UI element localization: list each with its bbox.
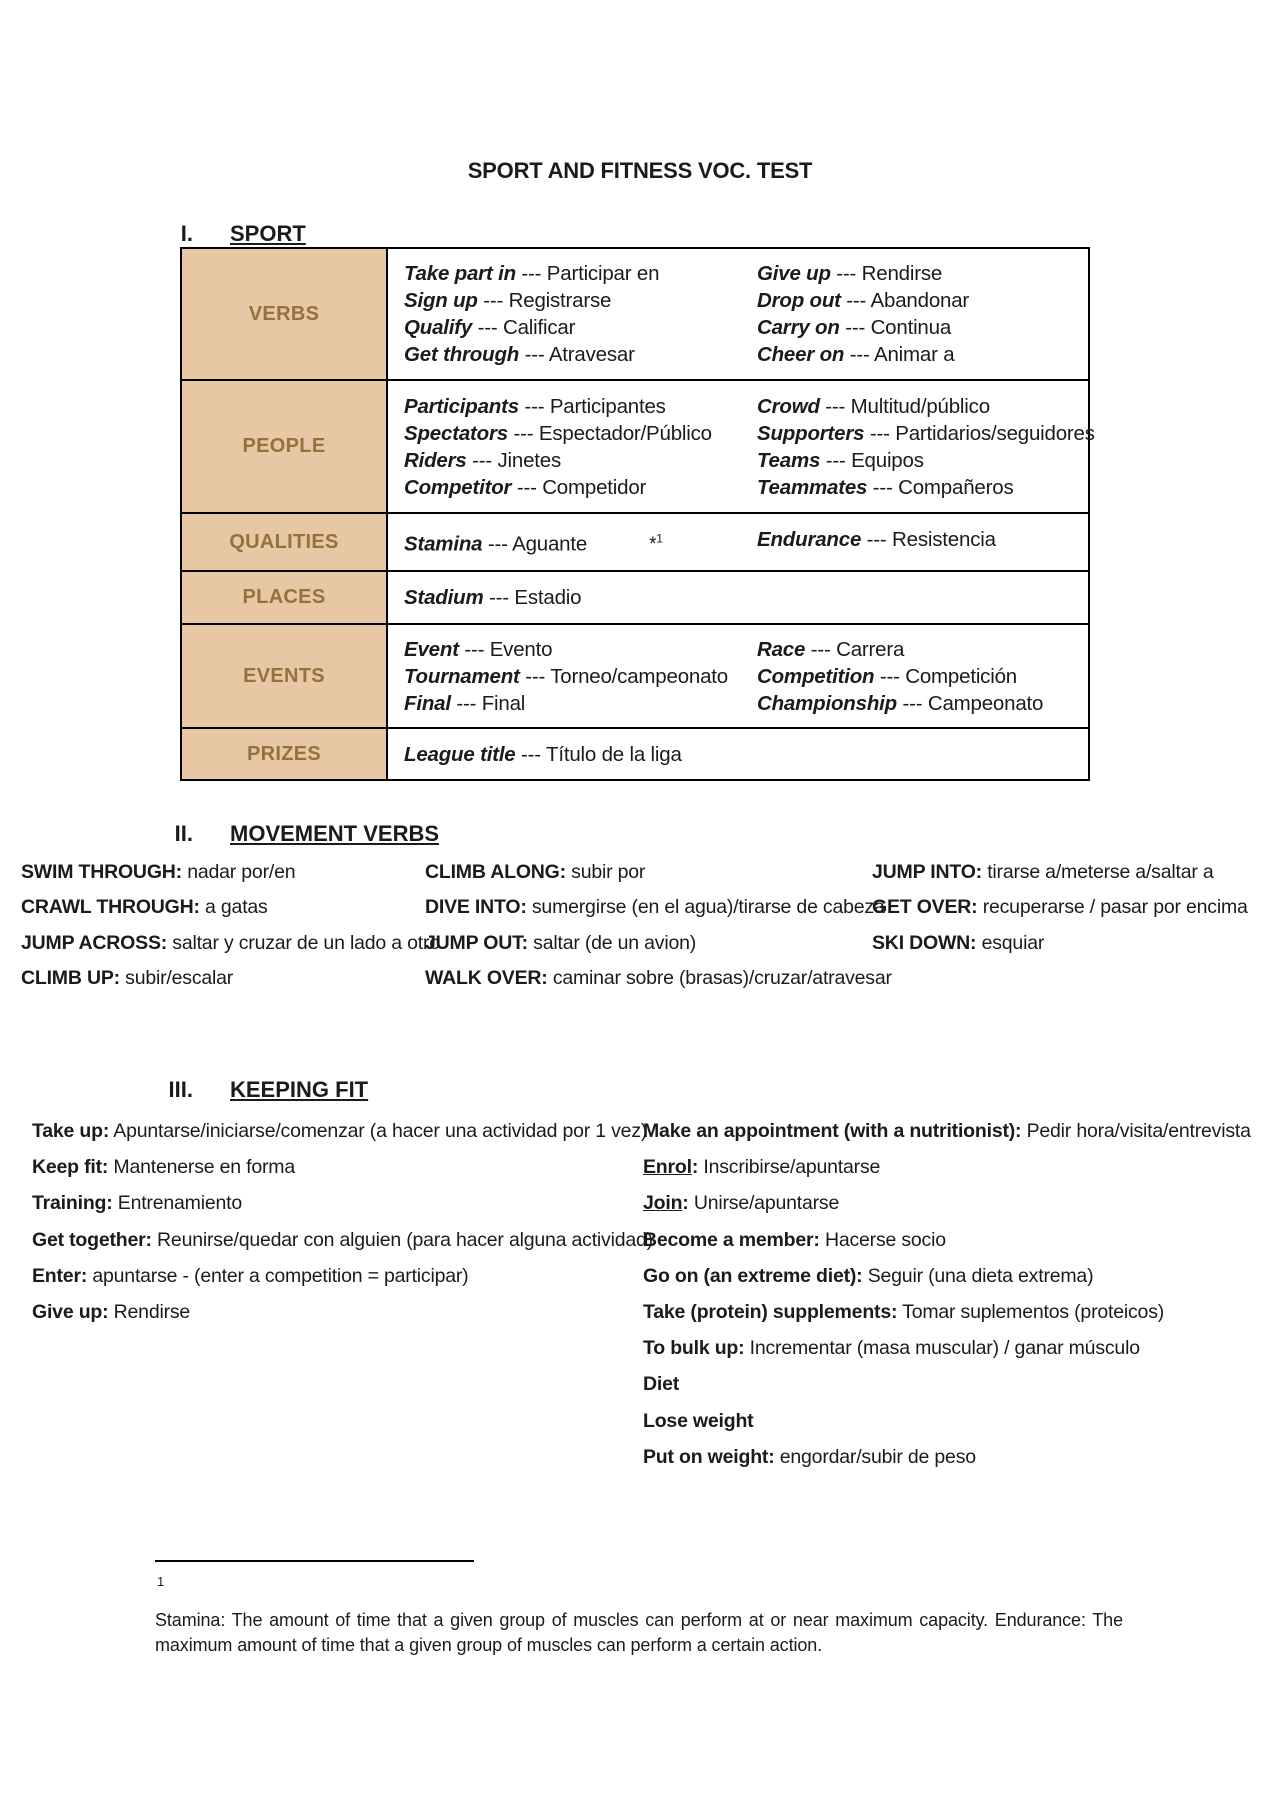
vocab-entry <box>757 420 1095 447</box>
section-number: I. <box>180 221 193 246</box>
movement-verb-item-definition: subir por <box>571 861 646 883</box>
vocab-entry <box>757 690 1084 717</box>
pair-column-right <box>757 584 1084 611</box>
keeping-fit-item-term: Diet <box>643 1373 680 1396</box>
vocab-entry <box>757 393 1095 420</box>
keeping-fit-item-definition: Unirse/apuntarse <box>693 1192 840 1215</box>
movement-verb-item <box>872 932 1248 967</box>
keeping-fit-item <box>32 1265 653 1301</box>
vocab-entry <box>757 260 1084 287</box>
vocab-entry-term: Spectators <box>404 421 508 445</box>
keeping-fit-item-term: Take up: <box>32 1120 110 1142</box>
vocab-entry <box>757 663 1084 690</box>
keeping-fit-item <box>643 1373 1251 1409</box>
vocab-entry-definition: --- Aguante <box>487 532 588 556</box>
vocab-entry <box>404 474 757 501</box>
vocab-entry-term: Championship <box>757 691 897 715</box>
movement-verb-item <box>425 932 892 967</box>
vocab-entry-term: Tournament <box>404 664 520 688</box>
vocab-entry-definition: --- Rendirse <box>836 262 943 285</box>
table-row-people <box>181 380 1089 513</box>
keeping-fit-item <box>32 1192 653 1228</box>
movement-verb-item-definition: caminar sobre (brasas)/cruzar/atravesar <box>552 966 892 989</box>
keeping-fit-item-term: Lose weight <box>643 1409 754 1432</box>
vocab-entry-term: Sign up <box>404 289 478 312</box>
vocab-entry-term: Participants <box>404 394 519 418</box>
category-label: PLACES <box>181 571 387 624</box>
section-heading-movement-verbs <box>130 821 439 847</box>
vocab-entry-term: Competition <box>757 664 875 688</box>
keeping-fit-item <box>32 1229 653 1265</box>
keeping-fit-item <box>643 1120 1251 1156</box>
movement-verb-item <box>425 861 892 896</box>
keeping-fit-item-definition: Entrenamiento <box>117 1192 242 1215</box>
vocab-entry-definition: --- Competición <box>879 664 1017 688</box>
vocab-entry-term: Race <box>757 637 806 661</box>
keeping-fit-item-term: Go on (an extreme diet): <box>643 1264 863 1287</box>
keeping-fit-item-definition: Pedir hora/visita/entrevista <box>1026 1120 1251 1142</box>
vocab-entry-definition: --- Estadio <box>488 586 582 609</box>
movement-verb-item-definition: tirarse a/meterse a/saltar a <box>987 861 1214 883</box>
movement-verb-item-term: SKI DOWN: <box>872 931 977 954</box>
category-label: VERBS <box>181 248 387 380</box>
keeping-fit-item <box>32 1156 653 1192</box>
vocab-entry-definition: --- Participar en <box>521 262 660 285</box>
vocab-entry-definition: --- Participantes <box>524 394 666 418</box>
vocab-entry-definition: --- Continua <box>845 316 952 339</box>
keeping-fit-item <box>643 1229 1251 1265</box>
vocab-entry-term: Qualify <box>404 316 473 339</box>
movement-verb-item-term: JUMP INTO: <box>872 861 982 883</box>
footnote-marker: 1 <box>157 1574 165 1589</box>
movement-verb-item-definition: esquiar <box>981 931 1045 954</box>
vocab-entry-term: Give up <box>757 262 831 285</box>
pair-column-left <box>404 636 757 717</box>
vocab-entry <box>404 741 757 768</box>
pair-column-right <box>757 393 1095 501</box>
vocab-entry-term: Stamina <box>404 532 483 556</box>
movement-verb-item-term: CLIMB UP: <box>21 966 120 989</box>
footnote-text: Stamina: The amount of time that a given group of muscles can perform at or near maximum capacity. Endurance: The maximum amount of time that a given group of muscles can perform a certain action. <box>155 1610 1123 1655</box>
section-heading-keeping-fit <box>130 1077 368 1103</box>
keeping-fit-item-term: Give up: <box>32 1300 109 1323</box>
keeping-fit-item <box>643 1156 1251 1192</box>
movement-verb-item-term: WALK OVER: <box>425 966 548 989</box>
vocab-entry <box>404 663 757 690</box>
keeping-fit-item <box>32 1120 653 1156</box>
movement-verb-item <box>21 861 440 896</box>
vocab-entry-definition: --- Equipos <box>825 448 924 472</box>
vocab-entry-definition: --- Jinetes <box>472 448 562 472</box>
section-title: MOVEMENT VERBS <box>230 821 440 846</box>
keeping-fit-item-term: Keep fit: <box>32 1156 109 1179</box>
keeping-fit-item-term: To bulk up: <box>643 1337 745 1360</box>
pair-columns <box>404 584 1084 611</box>
keeping-fit-item <box>643 1192 1251 1228</box>
pair-column-left <box>404 584 757 611</box>
keeping-fit-item-term: Become a member: <box>643 1228 820 1251</box>
keeping-fit-item-term: Enrol <box>643 1156 692 1179</box>
vocab-entry <box>404 260 757 287</box>
vocab-entry-term: Supporters <box>757 421 865 445</box>
category-content <box>387 728 1089 780</box>
vocab-entry-definition: --- Espectador/Público <box>513 421 712 445</box>
movement-verb-item-term: JUMP ACROSS: <box>21 931 168 954</box>
pair-column-left <box>404 741 757 768</box>
keeping-fit-item-definition: Inscribirse/apuntarse <box>703 1156 881 1179</box>
vocab-entry <box>404 341 757 368</box>
vocab-entry <box>404 690 757 717</box>
vocab-entry-definition: --- Carrera <box>810 637 905 661</box>
vocab-entry-term: Teams <box>757 448 821 472</box>
vocab-entry-term: Event <box>404 637 459 661</box>
vocab-entry-definition: --- Multitud/público <box>825 394 990 418</box>
vocab-entry-term: Cheer on <box>757 343 845 366</box>
pair-columns <box>404 526 1084 558</box>
vocab-entry-term: Get through <box>404 343 520 366</box>
vocab-entry <box>404 287 757 314</box>
movement-verb-item-definition: a gatas <box>205 896 268 919</box>
keeping-fit-item-term: Put on weight: <box>643 1445 775 1468</box>
vocab-entry-definition: --- Calificar <box>477 316 576 339</box>
movement-verb-item-definition: saltar (de un avion) <box>533 931 697 954</box>
category-content <box>387 380 1095 513</box>
vocab-entry-term: Stadium <box>404 586 484 609</box>
table-row-verbs <box>181 248 1089 380</box>
pair-column-right <box>757 260 1084 368</box>
movement-verb-item-term: GET OVER: <box>872 896 978 919</box>
keeping-fit-item-definition: Tomar suplementos (proteicos) <box>902 1300 1165 1323</box>
keeping-fit-item-punct: : <box>682 1192 689 1215</box>
keeping-fit-item-term: Get together: <box>32 1228 152 1251</box>
keeping-fit-item-term: Training: <box>32 1192 113 1215</box>
keeping-fit-item-term: Take (protein) supplements: <box>643 1300 898 1323</box>
movement-verb-item-term: JUMP OUT: <box>425 931 528 954</box>
page-title: SPORT AND FITNESS VOC. TEST <box>467 158 813 183</box>
vocab-entry-definition: --- Título de la liga <box>521 742 682 766</box>
movement-verb-item <box>21 967 440 1002</box>
category-label: PEOPLE <box>181 380 387 513</box>
category-label: EVENTS <box>181 624 387 728</box>
vocab-entry <box>757 287 1084 314</box>
vocab-entry-term: Final <box>404 691 451 715</box>
movement-verb-item <box>21 896 440 931</box>
vocab-entry <box>757 636 1084 663</box>
vocab-entry <box>757 526 1084 553</box>
category-content <box>387 624 1089 728</box>
vocab-entry-definition: --- Abandonar <box>846 289 970 312</box>
keeping-fit-item <box>643 1265 1251 1301</box>
movement-verbs-column-3 <box>872 861 1248 967</box>
vocab-entry-definition: --- Competidor <box>516 475 647 499</box>
movement-verbs-column-2 <box>425 861 892 1002</box>
pair-column-left <box>404 526 757 558</box>
vocab-entry-definition: --- Torneo/campeonato <box>525 664 728 688</box>
movement-verbs-column-1 <box>21 861 440 1002</box>
table-row-places <box>181 571 1089 624</box>
movement-verb-item-term: SWIM THROUGH: <box>21 861 182 883</box>
movement-verb-item-term: CLIMB ALONG: <box>425 861 566 883</box>
vocab-entry-term: Riders <box>404 448 467 472</box>
vocab-entry-definition: --- Compañeros <box>872 475 1014 499</box>
vocab-entry <box>404 584 757 611</box>
sport-table-body <box>181 248 1095 780</box>
vocab-entry-definition: --- Atravesar <box>524 343 635 366</box>
pair-columns <box>404 393 1095 501</box>
pair-column-left <box>404 393 757 501</box>
vocab-entry-term: Drop out <box>757 289 841 312</box>
vocab-entry <box>757 447 1095 474</box>
keeping-fit-item-definition: Mantenerse en forma <box>113 1156 295 1179</box>
movement-verb-item <box>21 932 440 967</box>
category-label: QUALITIES <box>181 513 387 571</box>
vocab-entry <box>404 526 757 558</box>
category-content <box>387 571 1089 624</box>
vocab-entry-definition: --- Registrarse <box>483 289 612 312</box>
vocab-entry-term: Take part in <box>404 262 516 285</box>
pair-columns <box>404 741 1084 768</box>
movement-verb-item <box>425 967 892 1002</box>
movement-verb-item-definition: recuperarse / pasar por encima <box>982 896 1248 919</box>
vocab-entry-term: Carry on <box>757 316 840 339</box>
pair-column-left <box>404 260 757 368</box>
keeping-fit-item-punct: : <box>691 1156 699 1179</box>
vocab-entry-term: League title <box>404 742 516 766</box>
vocab-entry <box>404 447 757 474</box>
keeping-fit-item-term: Make an appointment (with a nutritionist): <box>643 1120 1022 1142</box>
footnote-divider <box>155 1560 474 1562</box>
movement-verb-item <box>425 896 892 931</box>
category-content <box>387 248 1089 380</box>
vocab-entry-definition: --- Campeonato <box>902 691 1044 715</box>
keeping-fit-item-definition: Incrementar (masa muscular) / ganar músculo <box>749 1337 1140 1360</box>
section-heading-sport <box>130 221 306 247</box>
footnote-ref: *$^1$ <box>649 531 663 556</box>
keeping-fit-column-2 <box>643 1120 1251 1482</box>
vocab-entry-definition: --- Evento <box>464 637 553 661</box>
section-title: KEEPING FIT <box>230 1077 369 1102</box>
keeping-fit-item <box>32 1301 653 1337</box>
vocab-entry-definition: --- Final <box>456 691 526 715</box>
pair-column-right <box>757 741 1084 768</box>
keeping-fit-item-definition: Seguir (una dieta extrema) <box>867 1264 1094 1287</box>
keeping-fit-item-definition: Hacerse socio <box>824 1228 946 1251</box>
keeping-fit-item-term: Join <box>643 1192 683 1215</box>
vocab-entry-term: Endurance <box>757 527 862 551</box>
pair-column-right <box>757 526 1084 558</box>
movement-verb-item-definition: nadar por/en <box>187 861 296 883</box>
movement-verb-item-definition: subir/escalar <box>125 966 234 989</box>
category-label: PRIZES <box>181 728 387 780</box>
movement-verb-item-definition: saltar y cruzar de un lado a otro <box>172 931 440 954</box>
vocab-entry <box>404 420 757 447</box>
table-row-events <box>181 624 1089 728</box>
vocab-entry-definition: --- Partidarios/seguidores <box>869 421 1095 445</box>
movement-verb-item-term: CRAWL THROUGH: <box>21 896 200 919</box>
keeping-fit-column-1 <box>32 1120 653 1337</box>
pair-columns <box>404 260 1084 368</box>
section-number: III. <box>168 1077 193 1102</box>
keeping-fit-item-term: Enter: <box>32 1264 88 1287</box>
keeping-fit-item-definition: Rendirse <box>113 1300 191 1323</box>
pair-columns <box>404 636 1084 717</box>
keeping-fit-item-definition: engordar/subir de peso <box>779 1445 976 1468</box>
movement-verb-item-definition: sumergirse (en el agua)/tirarse de cabeza <box>531 896 885 919</box>
keeping-fit-item <box>643 1337 1251 1373</box>
vocab-entry-definition: --- Resistencia <box>866 527 996 551</box>
vocab-entry-term: Crowd <box>757 394 820 418</box>
pair-column-right <box>757 636 1084 717</box>
category-content <box>387 513 1089 571</box>
vocab-entry-term: Teammates <box>757 475 868 499</box>
section-title: SPORT <box>230 221 306 246</box>
sport-vocab-table <box>180 247 1095 781</box>
section-number: II. <box>174 821 193 846</box>
keeping-fit-item <box>643 1301 1251 1337</box>
vocab-entry <box>757 341 1084 368</box>
vocab-entry-definition: --- Animar a <box>849 343 955 366</box>
keeping-fit-item <box>643 1446 1251 1482</box>
keeping-fit-item-definition: Reunirse/quedar con alguien (para hacer alguna actividad) <box>157 1228 653 1251</box>
vocab-entry <box>404 636 757 663</box>
vocab-entry-term: Competitor <box>404 475 512 499</box>
table-row-qualities <box>181 513 1089 571</box>
keeping-fit-item-definition: apuntarse - (enter a competition = participar) <box>92 1264 469 1287</box>
vocab-entry <box>757 474 1095 501</box>
vocab-entry <box>404 393 757 420</box>
vocab-entry <box>404 314 757 341</box>
keeping-fit-item-definition: Apuntarse/iniciarse/comenzar (a hacer una actividad por 1 vez) <box>113 1120 648 1142</box>
movement-verb-item <box>872 896 1248 931</box>
table-row-prizes <box>181 728 1089 780</box>
movement-verb-item-term: DIVE INTO: <box>425 896 527 919</box>
vocab-entry <box>757 314 1084 341</box>
movement-verb-item <box>872 861 1248 896</box>
keeping-fit-item <box>643 1410 1251 1446</box>
